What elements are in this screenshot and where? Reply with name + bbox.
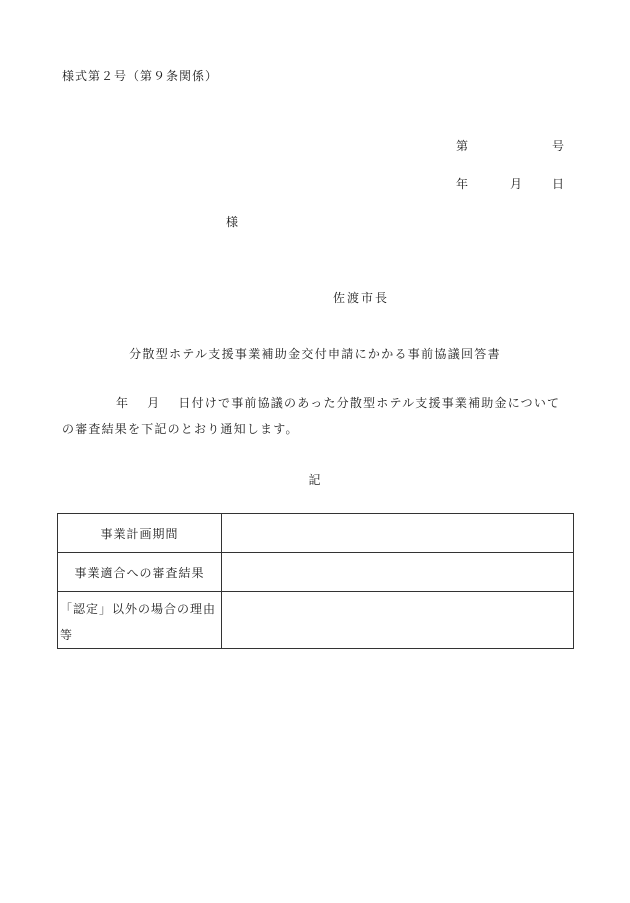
body-month-mark: 月 [147,396,161,410]
body-text-line-1 [116,394,560,411]
document-number-prefix: 第 [456,139,470,153]
ki-marker: 記 [308,473,322,487]
body-line-1-rest: 日付けで事前協議のあった分散型ホテル支援事業補助金について [178,396,561,410]
date-day-label: 日 [552,177,566,191]
table-label-cell: 「認定」以外の場合の理由等 [58,592,222,649]
sender-name: 佐渡市長 [333,291,390,305]
table-value-cell [222,514,574,553]
table-row [58,553,574,592]
table-row [58,514,574,553]
document-number-suffix: 号 [552,139,566,153]
body-year-mark: 年 [116,396,130,410]
table-value-cell [222,592,574,649]
addressee-honorific: 様 [226,215,240,229]
date-year-label: 年 [456,177,470,191]
table-label-cell: 事業計画期間 [58,514,222,553]
document-title: 分散型ホテル支援事業補助金交付申請にかかる事前協議回答書 [129,347,501,361]
date-month-label: 月 [510,177,524,191]
table-value-cell [222,553,574,592]
table-label-cell: 事業適合への審査結果 [58,553,222,592]
body-text-line-2: の審査結果を下記のとおり通知します。 [62,422,299,436]
form-number: 様式第２号（第９条関係） [62,69,219,83]
table-row [58,592,574,649]
result-table [57,513,574,649]
